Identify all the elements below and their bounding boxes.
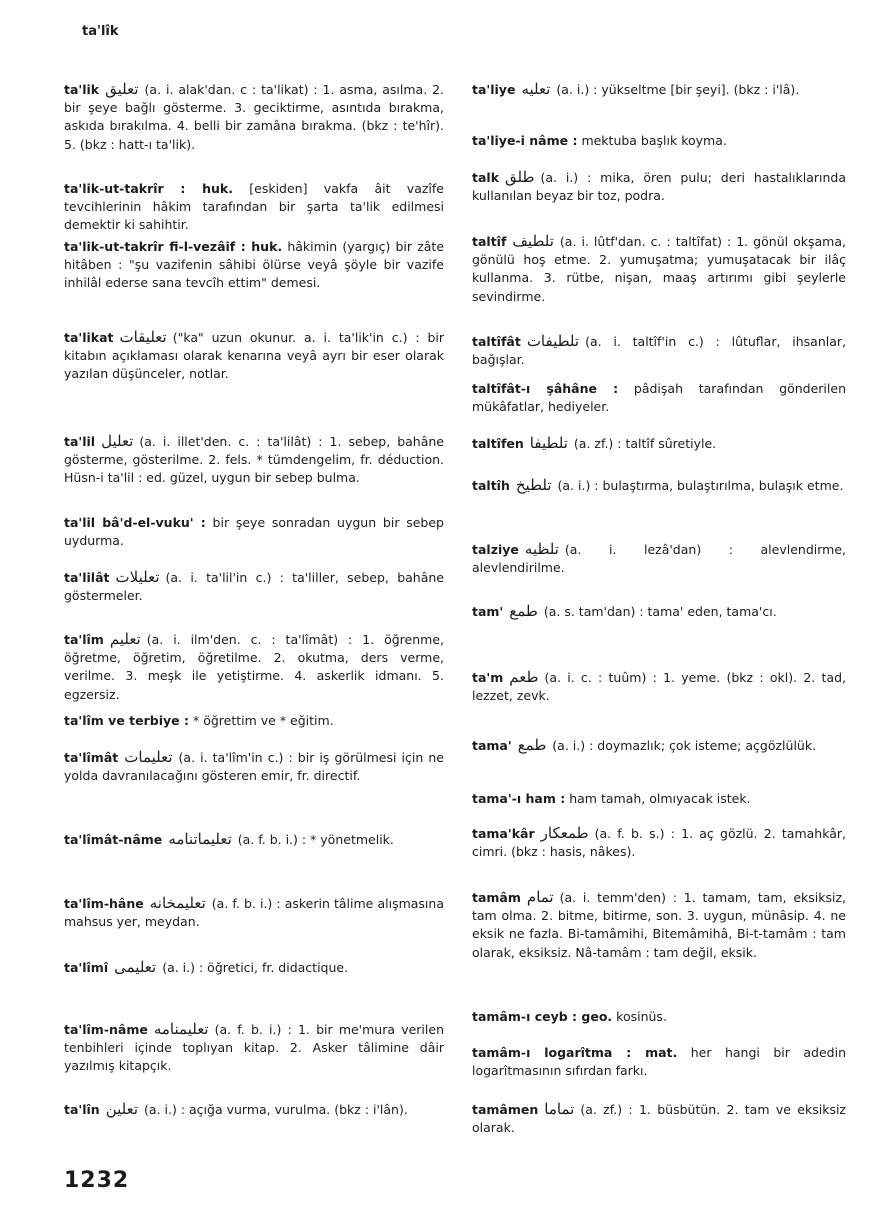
definition: (a. s. tam'dan) : tama' eden, tama'cı. <box>543 604 777 619</box>
headword: ta'lik-ut-takrîr : huk. <box>64 181 233 196</box>
dictionary-entry <box>472 790 846 808</box>
arabic-script: تلطيف <box>512 232 554 250</box>
arabic-script: تعليمخانه <box>149 894 206 912</box>
dictionary-entry <box>64 568 444 605</box>
definition: (a. f. b. i.) : askerin tâlime alışmasına mahsus yer, meydan. <box>64 896 444 930</box>
definition: (a. f. b. i.) : 1. bir me'mura verilen tenbihleri içinde toplıyan kitap. 2. Asker tâlimine dâir yazılmış kitapçık. <box>64 1022 444 1074</box>
dictionary-entry <box>472 668 846 705</box>
definition: pâdişah tarafından gönderilen mükâfatlar, hediyeler. <box>472 381 846 415</box>
dictionary-entry <box>472 888 846 962</box>
definition: (a. i.) : mika, ören pulu; deri hastalıklarında kullanılan beyaz bir toz, podra. <box>472 170 846 204</box>
definition: hâkimin (yargıç) bir zâte hitâben : "şu vazifenin sâhibi ölürse veyâ şöyle bir vazife inhilâl ederse sana tevcîh ettim" demesi. <box>64 239 445 291</box>
headword: taltîf <box>472 234 507 249</box>
definition: (a. zf.) : 1. büsbütün. 2. tam ve eksiksiz olarak. <box>472 1102 846 1136</box>
definition: (a. zf.) : taltîf sûretiyle. <box>573 436 717 451</box>
arabic-script: تعليمى <box>114 958 157 976</box>
arabic-script: تلظيه <box>524 540 559 558</box>
headword: talziye <box>472 542 519 557</box>
headword: ta'lil <box>64 434 96 449</box>
headword: ta'lîm-nâme <box>64 1022 148 1037</box>
dictionary-entry <box>64 1020 444 1076</box>
definition: (a. f. b. s.) : 1. aç gözlü. 2. tamahkâr, cimri. (bkz : hasis, nâkes). <box>472 826 846 860</box>
headword: ta'lilât <box>64 570 110 585</box>
definition: her hangi bir adedin logarîtmasının sıfırdan farkı. <box>472 1045 847 1079</box>
headword: tamâm <box>472 890 521 905</box>
headword: ta'lîn <box>64 1102 100 1117</box>
dictionary-entry <box>64 748 444 785</box>
headword: ta'lik <box>64 82 100 97</box>
definition: (a. i. c. : tuûm) : 1. yeme. (bkz : okl). 2. tad, lezzet, zevk. <box>472 670 846 704</box>
headword: taltîfen <box>472 436 524 451</box>
arabic-script: تعليماتنامه <box>168 830 232 848</box>
headword: tamâmen <box>472 1102 539 1117</box>
arabic-script: تعليه <box>521 80 551 98</box>
dictionary-entry <box>64 514 444 550</box>
dictionary-entry <box>472 80 846 99</box>
arabic-script: طمع <box>509 602 538 620</box>
headword: tama' <box>472 738 512 753</box>
definition: (a. i. taltîf'in c.) : lûtuflar, ihsanlar, bağışlar. <box>472 334 846 368</box>
definition: bir şeye sonradan uygun bir sebep uydurma. <box>64 515 444 549</box>
dictionary-entry <box>472 1044 846 1080</box>
definition: (a. i. ta'lil'in c.) : ta'liller, sebep, bahâne göstermeler. <box>64 570 444 604</box>
dictionary-entry <box>472 332 846 369</box>
definition: * öğrettim ve * eğitim. <box>192 713 334 728</box>
dictionary-entry <box>472 736 846 755</box>
dictionary-entry <box>472 434 846 453</box>
headword: tama'-ı ham : <box>472 791 566 806</box>
dictionary-entry <box>64 80 444 154</box>
dictionary-entry <box>472 1008 846 1026</box>
definition: (a. i. temm'den) : 1. tamam, tam, eksiksiz, tam olma. 2. bitme, bitirme, son. 3. uygun, münâsip. 4. ne eksik ne fazla. Bi-tamâmihi, Bitemâmihâ, Bi-t-tamâm : tam olarak, eksiksiz. Nâ-tamâm : tam değil, eksik. <box>472 890 846 960</box>
headword: taltîfât-ı şâhâne : <box>472 381 619 396</box>
arabic-script: تمام <box>526 888 554 906</box>
headword: tamâm-ı ceyb : geo. <box>472 1009 613 1024</box>
dictionary-entry <box>472 1100 846 1137</box>
definition: (a. f. b. i.) : * yönetmelik. <box>237 832 394 847</box>
dictionary-entry <box>64 830 444 849</box>
definition: (a. i.) : doymazlık; çok isteme; açgözlülük. <box>552 738 817 753</box>
headword: ta'lîmât-nâme <box>64 832 163 847</box>
definition: (a. i.) : yükseltme [bir şeyi]. (bkz : i'lâ). <box>556 82 800 97</box>
dictionary-entry <box>64 630 444 704</box>
definition: kosinüs. <box>616 1009 667 1024</box>
arabic-script: تعليمنامه <box>153 1020 209 1038</box>
arabic-script: طمع <box>517 736 547 754</box>
arabic-script: تعليل <box>101 432 134 450</box>
headword: ta'liye <box>472 82 516 97</box>
definition: (a. i.) : bulaştırma, bulaştırılma, bulaşık etme. <box>557 478 844 493</box>
dictionary-entry <box>64 894 444 931</box>
headword: talk <box>472 170 500 185</box>
definition: ("ka" uzun okunur. a. i. ta'lik'in c.) : bir kitabın açıklaması olarak kenarına veyâ ayrı bir eser olarak yazılan düşünceler, notlar. <box>64 330 444 382</box>
dictionary-entry <box>64 238 444 293</box>
arabic-script: تماما <box>544 1100 575 1118</box>
headword: taltîfât <box>472 334 521 349</box>
dictionary-entry <box>472 476 846 495</box>
arabic-script: تلطيفا <box>529 434 568 452</box>
headword: taltîh <box>472 478 510 493</box>
headword: ta'm <box>472 670 504 685</box>
arabic-script: تعليم <box>109 630 141 648</box>
definition: (a. i.) : açığa vurma, vurulma. (bkz : i'lân). <box>144 1102 408 1117</box>
dictionary-entry <box>472 132 846 150</box>
dictionary-entry <box>472 380 846 416</box>
headword: ta'lil bâ'd-el-vuku' : <box>64 515 206 530</box>
definition: (a. i. illet'den. c. : ta'lilât) : 1. sebep, bahâne gösterme, gösterilme. 2. fels. * tümdengelim, fr. déduction. Hüsn-i ta'lil : ed. güzel, uygun bir sebep bulma. <box>64 434 444 486</box>
headword: ta'likat <box>64 330 114 345</box>
headword: ta'lîmî <box>64 960 109 975</box>
headword: ta'lîm-hâne <box>64 896 144 911</box>
arabic-script: تعليق <box>105 80 139 98</box>
arabic-script: طعم <box>509 668 539 686</box>
arabic-script: طمعكار <box>540 824 589 842</box>
arabic-script: تعلين <box>105 1100 139 1118</box>
headword: tamâm-ı logarîtma : mat. <box>472 1045 678 1060</box>
definition: (a. i. lezâ'dan) : alevlendirme, alevlendirilme. <box>472 542 846 576</box>
definition: ham tamah, olmıyacak istek. <box>569 791 751 806</box>
running-head: ta'lîk <box>82 24 119 39</box>
arabic-script: تعليلات <box>115 568 160 586</box>
dictionary-entry <box>64 958 444 977</box>
definition: (a. i. ilm'den. c. : ta'lîmât) : 1. öğrenme, öğretme, öğretim, öğretilme. 2. okutma, ders verme, verilme. 3. meşk ile yetiştirme. 4. askerlik idmanı. 5. egzersiz. <box>64 632 444 702</box>
dictionary-entry <box>64 180 444 235</box>
definition: (a. i.) : öğretici, fr. didactique. <box>162 960 349 975</box>
dictionary-entry <box>64 328 444 384</box>
arabic-script: تلطيخ <box>515 476 552 494</box>
dictionary-entry <box>472 232 846 306</box>
dictionary-entry <box>64 712 444 730</box>
headword: tama'kâr <box>472 826 535 841</box>
dictionary-entry <box>472 168 846 205</box>
definition: (a. i. alak'dan. c : ta'likat) : 1. asma, asılma. 2. bir şeye bağlı gösterme. 3. geciktirme, asıntıda bırakma, askıda bırakılma. 4. belli bir zamâna bırakma. (bkz : te'hîr). 5. (bkz : hatt-ı ta'lik). <box>64 82 444 152</box>
arabic-script: تعليمات <box>124 748 173 766</box>
arabic-script: طلق <box>505 168 535 186</box>
definition: [eskiden] vakfa âit vazîfe tevcihlerinin hâkim tarafından bir şarta ta'lik edilmesi demektir ki sahihtir. <box>64 181 444 233</box>
definition: (a. i. lûtf'dan. c. : taltîfat) : 1. gönül okşama, gönülü hoş etme. 2. yumuşatma; yumuşatacak bir ilâç kullanma. 3. rütbe, nişan, maaş artırımı gibi şeylerle sevindirme. <box>472 234 846 304</box>
arabic-script: تعليقات <box>119 328 167 346</box>
headword: ta'lîm <box>64 632 104 647</box>
dictionary-entry <box>472 602 846 621</box>
arabic-script: تلطيفات <box>526 332 580 350</box>
headword: ta'lîmât <box>64 750 119 765</box>
page-number: 1232 <box>64 1168 130 1193</box>
dictionary-entry <box>64 1100 444 1119</box>
headword: ta'lik-ut-takrîr fi-l-vezâif : huk. <box>64 239 283 254</box>
dictionary-entry <box>472 540 846 577</box>
headword: tam' <box>472 604 504 619</box>
dictionary-entry <box>64 432 444 488</box>
definition: mektuba başlık koyma. <box>581 133 727 148</box>
headword: ta'liye-i nâme : <box>472 133 578 148</box>
dictionary-entry <box>472 824 846 861</box>
definition: (a. i. ta'lîm'in c.) : bir iş görülmesi için ne yolda davranılacağını gösteren emir, fr. directif. <box>64 750 444 784</box>
headword: ta'lîm ve terbiye : <box>64 713 189 728</box>
